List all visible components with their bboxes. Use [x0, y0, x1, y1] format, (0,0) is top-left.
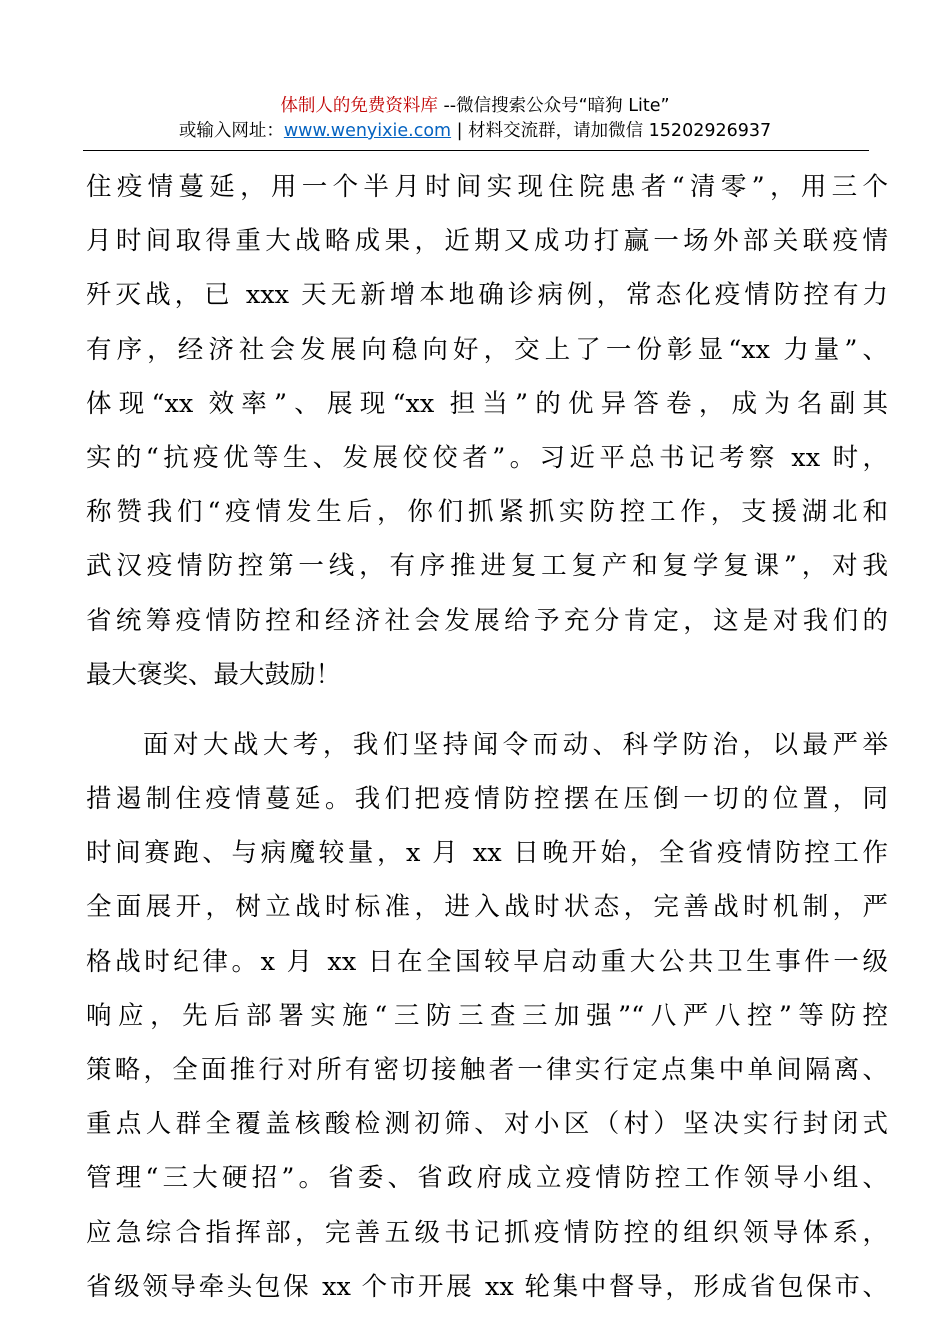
- paragraph-1: [86, 160, 888, 702]
- header-tagline: --微信搜索公众号“暗狗 Lite”: [437, 96, 670, 116]
- text-line: 最大褒奖、最大鼓励！: [86, 659, 342, 690]
- text-line: 响应，先后部署实施“三防三查三加强”“八严八控”等防控: [86, 1000, 888, 1031]
- header-contact: | 材料交流群，请加微信 15202926937: [451, 121, 772, 141]
- text-line: 省级领导牵头包保 xx 个市开展 xx 轮集中督导，形成省包保市、: [86, 1271, 888, 1302]
- text-line: 有序，经济社会发展向稳向好，交上了一份彰显“xx 力量”、: [86, 334, 888, 365]
- text-line: 全面展开，树立战时标准，进入战时状态，完善战时机制，严: [86, 892, 888, 923]
- header-divider: [83, 150, 869, 151]
- header-url-prefix: 或输入网址：: [178, 121, 284, 141]
- text-line: 歼灭战，已 xxx 天无新增本地确诊病例，常态化疫情防控有力: [86, 280, 888, 311]
- text-line: 省统筹疫情防控和经济社会发展给予充分肯定，这是对我们的: [86, 605, 888, 636]
- text-line: 措遏制住疫情蔓延。我们把疫情防控摆在压倒一切的位置，同: [86, 784, 888, 815]
- document-body: [86, 160, 888, 1314]
- text-line: 策略，全面推行对所有密切接触者一律实行定点集中单间隔离、: [86, 1055, 888, 1085]
- text-line: 管理“三大硬招”。省委、省政府成立疫情防控工作领导小组、: [86, 1163, 888, 1194]
- text-line: 重点人群全覆盖核酸检测初筛、对小区（村）坚决实行封闭式: [86, 1109, 888, 1140]
- text-line: 称赞我们“疫情发生后，你们抓紧抓实防控工作，支援湖北和: [86, 497, 888, 528]
- text-line: 面对大战大考，我们坚持闻令而动、科学防治，以最严举: [143, 729, 888, 760]
- text-line: 格战时纪律。x 月 xx 日在全国较早启动重大公共卫生事件一级: [86, 946, 888, 977]
- text-line: 时间赛跑、与病魔较量，x 月 xx 日晚开始，全省疫情防控工作: [86, 838, 888, 869]
- text-line: 月时间取得重大战略成果，近期又成功打赢一场外部关联疫情: [86, 226, 888, 257]
- page-header: [80, 94, 870, 143]
- text-line: 体现“xx 效率”、展现“xx 担当”的优异答卷，成为名副其: [86, 388, 888, 419]
- header-brand: 体制人的免费资料库: [280, 96, 438, 116]
- header-url-link[interactable]: www.wenyixie.com: [283, 121, 452, 141]
- text-line: 住疫情蔓延，用一个半月时间实现住院患者“清零”，用三个: [86, 172, 888, 202]
- header-title-line: [80, 94, 870, 118]
- text-line: 武汉疫情防控第一线，有序推进复工复产和复学复课”，对我: [86, 551, 888, 582]
- text-line: 应急综合指挥部，完善五级书记抓疫情防控的组织领导体系，: [86, 1217, 888, 1248]
- text-line: 实的“抗疫优等生、发展佼佼者”。习近平总书记考察 xx 时，: [86, 442, 888, 473]
- paragraph-2: [86, 718, 888, 1314]
- paragraph-spacer: [86, 702, 888, 718]
- header-contact-line: [80, 119, 870, 143]
